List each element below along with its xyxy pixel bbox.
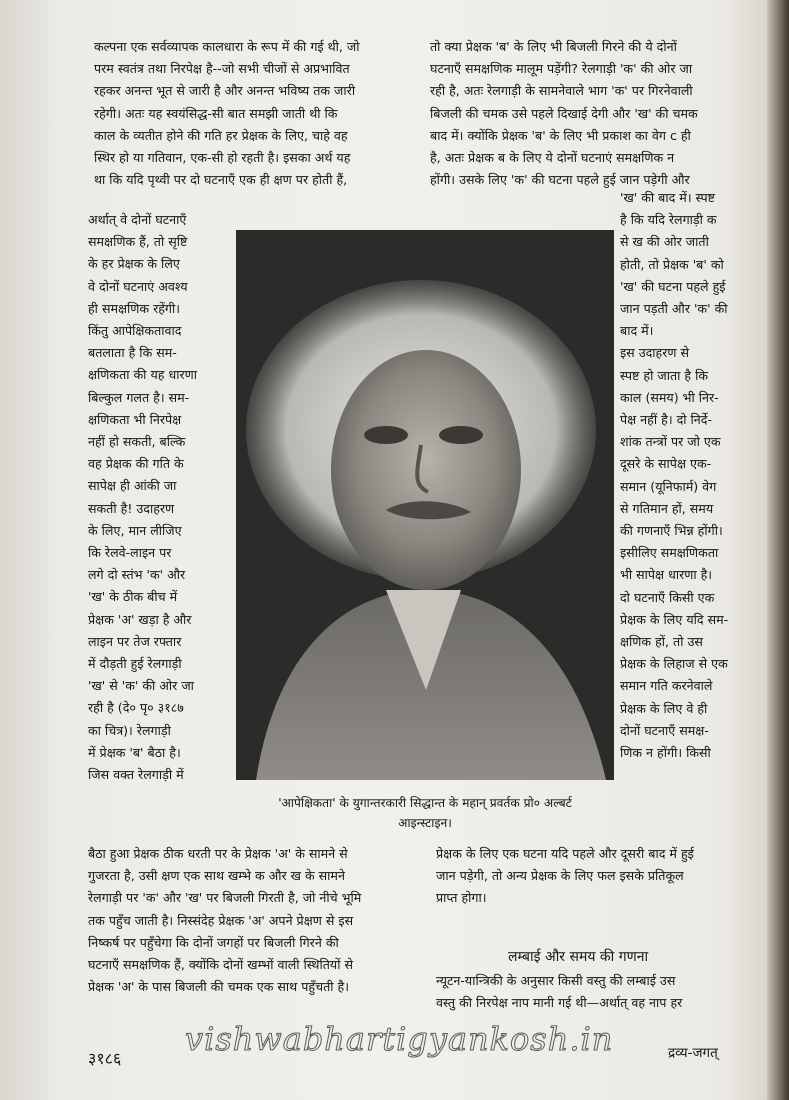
einstein-portrait-illustration: [236, 230, 614, 780]
text-line: से ख की ओर जाती: [620, 234, 709, 250]
top-left-paragraph: [94, 36, 410, 191]
text-line: दूसरे के सापेक्ष एक-: [620, 456, 712, 472]
text-line: न्यूटन-यान्त्रिकी के अनुसार किसी वस्तु की लम्बाई उस: [436, 973, 676, 988]
text-line: स्पष्ट हो जाता है कि: [620, 367, 709, 383]
text-line: शांक तन्त्रों पर जो एक: [620, 434, 721, 450]
text-line: था कि यदि पृथ्वी पर दो घटनाएँ एक ही क्षण पर होती हैं,: [94, 172, 348, 188]
text-line: का चित्र)। रेलगाड़ी: [88, 722, 171, 738]
text-line: प्रेक्षक के लिए एक घटना यदि पहले और दूसरी बाद में हुई: [436, 846, 694, 861]
text-line: सकती है! उदाहरण: [88, 500, 175, 516]
text-line: घटनाएँ समक्षणिक हैं, क्योंकि दोनों खम्भों वाली स्थितियों से: [88, 957, 354, 973]
text-line: गुजरता है, उसी क्षण एक साथ खम्भे क और ख के सामने: [88, 868, 345, 884]
text-line: जिस वक्त रेलगाड़ी में: [88, 767, 184, 783]
text-line: समक्षणिक हैं, तो सृष्टि: [88, 234, 188, 250]
text-line: स्थिर हो या गतिवान, एक-सी हो रहती है। इसका अर्थ यह: [94, 150, 351, 166]
text-line: ही समक्षणिक रहेंगी।: [88, 300, 181, 316]
text-line: तो क्या प्रेक्षक 'ब' के लिए भी बिजली गिरने की ये दोनों: [430, 39, 677, 54]
text-line: बिजली की चमक उसे पहले दिखाई देगी और 'ख' की चमक: [430, 105, 698, 121]
bottom-right-paragraph: [436, 843, 756, 910]
text-line: में दौड़ती हुई रेलगाड़ी: [88, 656, 182, 672]
text-line: इसीलिए समक्षणिकता: [620, 545, 719, 561]
text-line: प्राप्त होगा।: [436, 890, 487, 906]
text-line: समान (यूनिफार्म) वेग: [620, 478, 717, 494]
text-line: प्रेक्षक के लिहाज से एक: [620, 656, 728, 672]
text-line: होती, तो प्रेक्षक 'ब' को: [620, 256, 724, 272]
text-line: रही है (दे० पृ० ३१८७: [88, 700, 184, 716]
photo-caption: [232, 793, 618, 833]
text-line: बाद में।: [620, 323, 654, 339]
text-line: वस्तु की निरपेक्ष नाप मानी गई थी—अर्थात् वह नाप हर: [436, 995, 683, 1011]
text-line: क्षणिकता की यह धारणा: [88, 367, 197, 383]
text-line: बिल्कुल गलत है। सम-: [88, 389, 190, 405]
top-right-paragraph: [430, 36, 748, 191]
text-line: है कि यदि रेलगाड़ी क: [620, 212, 717, 228]
text-line: जान पड़ती और 'क' की: [620, 301, 728, 317]
section-heading: लम्बाई और समय की गणना: [508, 949, 649, 965]
text-line: है, अतः प्रेक्षक ब के लिए ये दोनों घटनाएं समक्षणिक न: [430, 150, 675, 166]
text-line: के हर प्रेक्षक के लिए: [88, 256, 180, 272]
text-line: बैठा हुआ प्रेक्षक ठीक धरती पर के प्रेक्षक 'अ' के सामने से: [88, 846, 348, 861]
watermark: vishwabhartigyankosh.in: [185, 1020, 614, 1058]
text-line: लगे दो स्तंभ 'क' और: [88, 567, 186, 583]
text-line: होंगी। उसके लिए 'क' की घटना पहले हुई जान पड़ेगी और: [430, 172, 690, 188]
text-line: पेक्ष नहीं है। दो निर्दे-: [620, 412, 713, 428]
text-line: क्षणिक हों, तो उस: [620, 634, 703, 650]
text-line: क्षणिकता भी निरपेक्ष: [88, 411, 182, 427]
text-line: 'आपेक्षिकता' के युगान्तरकारी सिद्धान्त के महान् प्रवर्तक प्रो० अल्बर्ट: [278, 796, 572, 810]
section-paragraph: [436, 970, 756, 1014]
text-line: सापेक्ष ही आंकी जा: [88, 478, 177, 494]
text-line: में प्रेक्षक 'ब' बैठा है।: [88, 744, 181, 760]
text-line: जान पड़ेगी, तो अन्य प्रेक्षक के लिए फल इसके प्रतिकूल: [436, 868, 684, 884]
text-line: प्रेक्षक 'अ' के पास बिजली की चमक एक साथ पहुँचती है।: [88, 979, 349, 995]
text-line: रहकर अनन्त भूत से जारी है और अनन्त भविष्य तक जारी: [94, 83, 356, 99]
left-column-text: [88, 209, 220, 786]
text-line: णिक न होंगी। किसी: [620, 745, 711, 761]
text-line: कल्पना एक सर्वव्यापक कालधारा के रूप में की गई थी, जो: [94, 39, 360, 54]
book-binding-edge: [767, 0, 789, 1100]
text-line: की गणनाएँ भिन्न होंगी।: [620, 523, 723, 539]
text-line: समान गति करनेवाले: [620, 678, 713, 694]
text-line: रेलगाड़ी पर 'क' और 'ख' पर बिजली गिरती है, जो नीचे भूमि: [88, 890, 362, 906]
text-line: नहीं हो सकती, बल्कि: [88, 434, 186, 450]
text-line: बाद में। क्योंकि प्रेक्षक 'ब' के लिए भी प्रकाश का वेग c ही: [430, 127, 691, 143]
text-line: घटनाएँ समक्षणिक मालूम पड़ेंगी? रेलगाड़ी 'क' की ओर जा: [430, 61, 693, 77]
text-line: निष्कर्ष पर पहुँचेगा कि दोनों जगहों पर बिजली गिरने की: [88, 934, 339, 950]
text-line: प्रेक्षक के लिए वे ही: [620, 700, 708, 716]
text-line: इस उदाहरण से: [620, 345, 690, 361]
running-footer: द्रव्य-जगत्: [668, 1045, 718, 1061]
text-line: वह प्रेक्षक की गति के: [88, 456, 184, 472]
text-line: काल (समय) भी निर-: [620, 389, 719, 405]
text-line: प्रेक्षक 'अ' खड़ा है और: [88, 611, 192, 627]
bottom-left-paragraph: [88, 843, 412, 998]
text-line: लाइन पर तेज रफ्तार: [88, 633, 182, 649]
right-column-text: [620, 187, 750, 764]
text-line: 'ख' की बाद में। स्पष्ट: [620, 190, 716, 205]
portrait-photo: [236, 230, 614, 780]
text-line: परम स्वतंत्र तथा निरपेक्ष है--जो सभी चीजों से अप्रभावित: [94, 61, 350, 77]
text-line: से गतिमान हों, समय: [620, 500, 714, 516]
text-line: किंतु आपेक्षिकतावाद: [88, 323, 182, 339]
text-line: 'ख' की घटना पहले हुई: [620, 278, 726, 294]
text-line: रही है, अतः रेलगाड़ी के सामनेवाले भाग 'क' पर गिरनेवाली: [430, 83, 693, 99]
text-line: 'ख' से 'क' की ओर जा: [88, 678, 194, 694]
text-line: वे दोनों घटनाएं अवश्य: [88, 278, 188, 294]
text-line: दोनों घटनाएँ समक्ष-: [620, 722, 709, 738]
text-line: बतलाता है कि सम-: [88, 345, 177, 361]
text-line: तक पहुँच जाती है। निस्संदेह प्रेक्षक 'अ' अपने प्रेक्षण से इस: [88, 912, 354, 928]
text-line: प्रेक्षक के लिए यदि सम-: [620, 611, 729, 627]
text-line: के लिए, मान लीजिए: [88, 522, 182, 538]
text-line: दो घटनाएँ किसी एक: [620, 589, 715, 605]
page-number: ३१८६: [88, 1049, 122, 1068]
text-line: आइन्स्टाइन।: [398, 816, 452, 830]
text-line: रहेगी। अतः यह स्वयंसिद्ध-सी बात समझी जाती थी कि: [94, 105, 338, 121]
text-line: अर्थात् वे दोनों घटनाएँ: [88, 212, 187, 227]
text-line: कि रेलवे-लाइन पर: [88, 545, 172, 561]
text-line: भी सापेक्ष धारणा है।: [620, 567, 713, 583]
text-line: काल के व्यतीत होने की गति हर प्रेक्षक के लिए, चाहे वह: [94, 127, 348, 143]
text-line: 'ख' के ठीक बीच में: [88, 589, 178, 605]
